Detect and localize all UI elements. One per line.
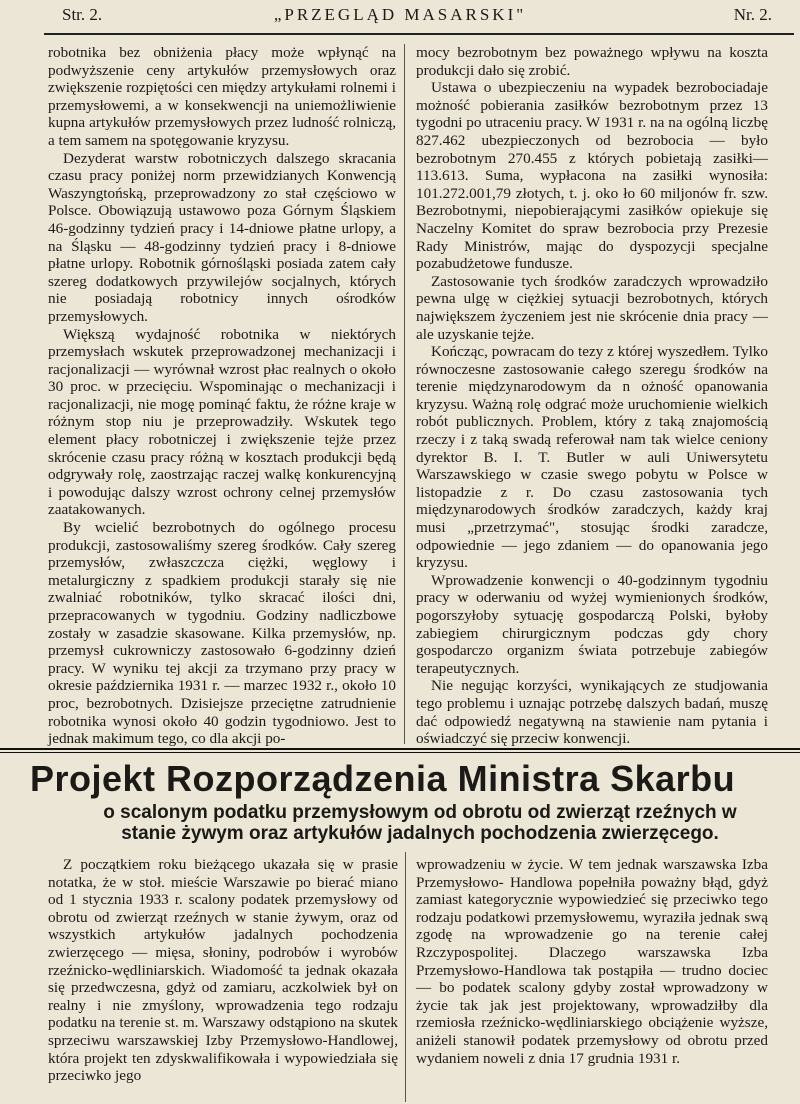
issue-number: Nr. 2. (733, 5, 772, 24)
article2-subtitle: o scalonym podatku przemysłowym od obrotu od zwierząt rzeźnych w stanie żywym oraz artykułów jadalnych pochodzenia zwierzęcego. (103, 802, 737, 844)
paragraph: Nie negując korzyści, wynikających ze studjowania tego problemu i uznając potrzebę dalszych badań, muszę dać odpowiedź negatywną na stawienie nam pytania i oświadczyć się przeciw konwencji. (416, 677, 768, 748)
column-divider (405, 852, 406, 1102)
paragraph: wprowadzeniu w życie. W tem jednak warszawska Izba Przemysłowo- Handlowa popełniła poważny błąd, gdyż zamiast kategorycznie wypowiedzieć się przeciwko tego rodzaju podatkowi przemysłowemu, wyraziła jednak swą zgodę na wprowadzenie go na terenie całej Rzczypospolitej. Dlaczego warszawska Izba Przemysłowo-Handlowa tak postąpiła — trudno dociec — bo podatek scalony gdyby został wprowadzony w życie tak jak jest projektowany, wprowadziłby dla rzemiosła rzeźnicko-wędliniarskiego obciążenie wyższe, aniżeli stanowił podatek przemysłowy od obrotu przed wydaniem noweli z dnia 17 grudnia 1931 r. (416, 856, 768, 1067)
paragraph: Dezyderat warstw robotniczych dalszego skracania czasu pracy poniżej norm przewidzianych Konwencją Waszyngtońską, przeprowadzony zo stał częściowo w Polsce. Obowiązują ustawowo poza Górnym Śląskiem 46-godzinny tydzień pracy i 14-dniowe płatne urlopy, a na Śląsku — 48-godzinny tydzień pracy i 8-dniowe płatne urlopy. Robotnik górnośląski posiada zatem cały szereg dodatkowych przywilejów socjalnych, których nie posiadają robotnicy innych ośrodków przemysłowych. (48, 149, 396, 325)
paragraph: robotnika bez obniżenia płacy może wpłynąć na podwyższenie ceny artykułów przemysłowych oraz zwiększenie rozpiętości cen między artykułami rolnemi i przemysłowemi, a w konsekwencji na uniemożliwienie kupna artykułów przemysłowych przez ludność rolniczą, a tem samem na spotęgowanie kryzysu. (48, 44, 396, 149)
article2-column-left (48, 856, 398, 1085)
column-divider (404, 44, 405, 744)
paragraph: Wprowadzenie konwencji o 40-godzinnym tygodniu pracy w oderwaniu od wyżej wymienionych środków, pogorszyłoby sytuację gospodarczą Polski, byłoby zabiegiem chirurgicznym podczas gdy chory gospodarczo organizm świata potrzebuje zabiegów terapeutycznych. (416, 571, 768, 677)
paragraph: Ustawa o ubezpieczeniu na wypadek bezrobociadaje możność pobierania zasiłków bezrobotnym przez 13 tygodni po utraceniu pracy. W 1931 r. na na ogólną liczbę 827.462 ubezpieczonych od bezrobocia — było bezrobotnym 270.455 z których pobietają zasiłki—113.613. Suma, wypłacona na zasiłki wynosiła: 101.272.001,79 złotych, t. j. oko ło 60 miljonów fr. szw. Bezrobotnymi, niepobierającymi zasiłków opiekuje się Naczelny Komitet do spraw bezrobocia przy Prezesie Rady Ministrów, mając do dyspozycji specjalne pozabudżetowe fundusze. (416, 79, 768, 273)
page-number: Str. 2. (62, 5, 103, 24)
header-rule (44, 33, 794, 35)
section-rule (0, 748, 800, 750)
section-rule-thin (0, 752, 800, 753)
article2-title: Projekt Rozporządzenia Ministra Skarbu (30, 758, 736, 799)
paragraph: Kończąc, powracam do tezy z której wyszedłem. Tylko równoczesne zastosowanie całego szeregu środków na terenie międzynarodowym da n ożność opanowania kryzysu. Ważną rolę odgrać może uruchomienie wielkich robót publicznych. Problem, który z taką znajomością rzeczy i z taką swadą referował nam tak wielce ceniony dyrektor B. I. T. Butler w auli Uniwersytetu Warszawskiego w czasie swego pobytu w Polsce w listopadzie z r. Do czasu zastosowania tych międzynarodowych środków zaradczych, każdy kraj musi „przetrzymać", stosując środki zaradcze, odpowiednie — jego zdaniem — do opanowania jego kryzysu. (416, 343, 768, 572)
paragraph: Z początkiem roku bieżącego ukazała się w prasie notatka, że w stoł. mieście Warszawie po bierać miano od 1 stycznia 1933 r. scalony podatek przemysłowy od obrotu od zwierząt rzeźnych w stanie żywym, oraz od wszystkich artykułów jadalnych pochodzenia zwierzęcego — mięsa, słoniny, podrobów i wyrobów rzeźnicko-wędliniarskich. Wiadomość ta jednak okazała się przedwczesna, gdyż od zamiaru, aczkolwiek był on realny i nie zmyślony, wprowadzenia tego rodzaju podatku na terenie st. m. Warszawy odstąpiono na skutek sprzeciwu warszawskiej Izby Przemysłowo-Handlowej, która projekt ten zdyskwalifikowała i wypowiedziała się przeciwko jego (48, 856, 398, 1085)
paragraph: By wcielić bezrobotnych do ogólnego procesu produkcji, zastosowaliśmy szereg środków. Cały szereg przemysłów, zwłaszczcza ciężki, węglowy i metalurgiczny z spadkiem produkcji starały się nie zwalniać robotników, tylko skracać ilości dni, przepracowanych w tygodniu. Godziny nadliczbowe zostały w zasadzie skasowane. Kilka przemysłów, np. przemysł cukrowniczy zastosowało 6-godzinny dzień pracy. W wyniku tej akcji za trzymano przy pracy w okresie października 1931 r. — marzec 1932 r., około 10 proc, bezrobotnych. Dzisiejsze przeciętne zatrudnienie robotnika wynosi około 40 godzin tygodniowo. Jest to jednak makimum tego, co dla akcji po- (48, 519, 396, 748)
article1-column-right (416, 44, 768, 748)
article2-column-right (416, 856, 768, 1067)
paragraph: mocy bezrobotnym bez poważnego wpływu na koszta produkcji dało się zrobić. (416, 44, 768, 79)
paragraph: Większą wydajność robotnika w niektórych przemysłach wskutek przeprowadzonej mechanizacji i racjonalizacji — wyrównał wzrost płac realnych o około 30 proc. w przecięciu. Wspominając o mechanizacji i racjonalizacji, nie mogę pominąć faktu, że różne kraje w różnym stop niu je przeprowadziły. Wskutek tego element płacy robotniczej i zwiększenie tejże przez skrócenie czasu pracy różną w kosztach produkcji będą odgrywały rolę, zaostrzając raczej walkę konkurencyjną i powodując dalszy wzrost ochrony celnej przemysłów zaatakowanych. (48, 325, 396, 519)
paragraph: Zastosowanie tych środków zaradczych wprowadziło pewna ulgę w ciężkiej sytuacji bezrobotnych, których największem życzeniem jest nie skrócenie dnia pracy — ale uzyskanie tejże. (416, 272, 768, 343)
article1-column-left (48, 44, 396, 748)
journal-title: „PRZEGLĄD MASARSKI" (273, 5, 527, 24)
page-header (0, 0, 800, 30)
